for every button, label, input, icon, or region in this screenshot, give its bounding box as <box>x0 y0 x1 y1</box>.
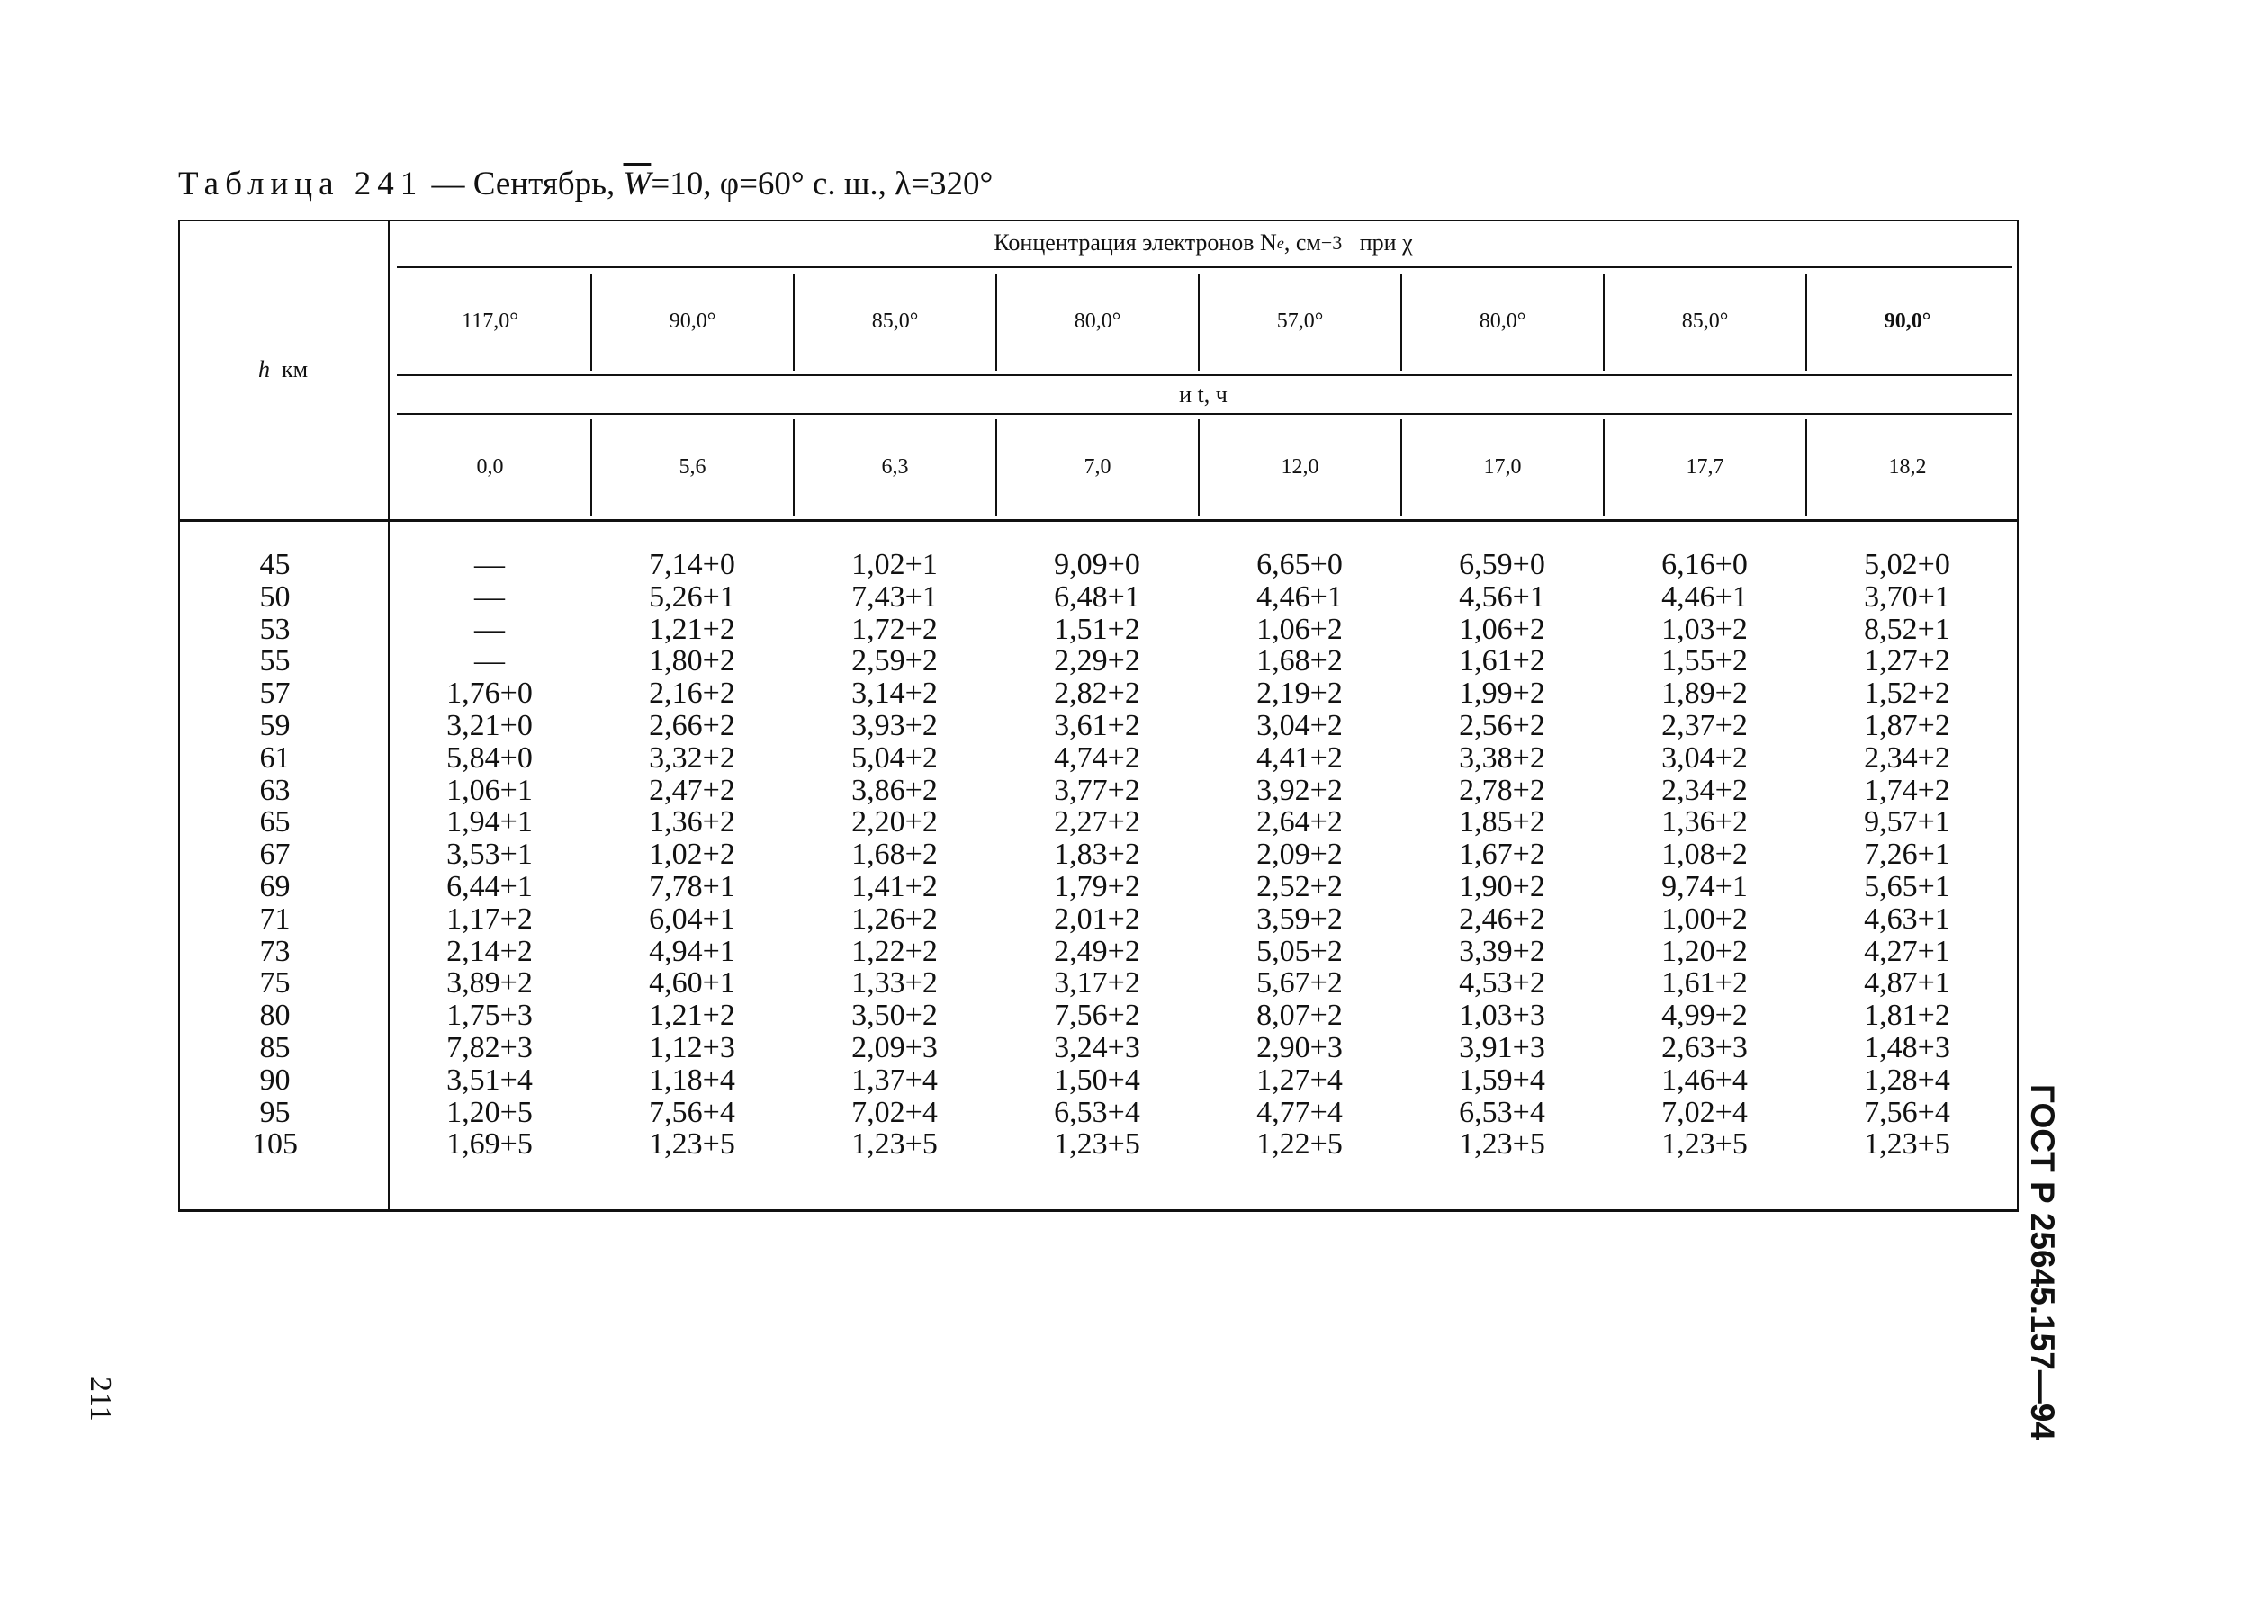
height-cell: 75 <box>259 966 291 1000</box>
concentration-cell: 1,68+2 <box>851 838 938 872</box>
height-cell: 63 <box>259 773 291 807</box>
table-caption <box>178 167 993 201</box>
concentration-cell: 1,94+1 <box>446 805 533 839</box>
concentration-cell: 2,46+2 <box>1459 902 1545 936</box>
concentration-cell: 2,56+2 <box>1459 708 1545 742</box>
height-cell: 57 <box>259 677 291 711</box>
concentration-cell: 5,67+2 <box>1256 966 1343 1000</box>
height-cell: 105 <box>252 1127 298 1162</box>
concentration-cell: 1,23+5 <box>1054 1127 1140 1162</box>
concentration-cell: — <box>474 579 505 614</box>
table-bottom-rule <box>178 1209 2019 1212</box>
concentration-cell: 6,04+1 <box>649 902 735 936</box>
concentration-subscript: e <box>1276 233 1284 252</box>
concentration-cell: 1,21+2 <box>649 999 735 1033</box>
concentration-cell: 7,02+4 <box>1661 1095 1748 1129</box>
concentration-cell: 2,52+2 <box>1256 869 1343 903</box>
height-cell: 85 <box>259 1030 291 1064</box>
concentration-cell: 1,06+2 <box>1256 612 1343 646</box>
concentration-cell: 1,76+0 <box>446 677 533 711</box>
concentration-cell: 3,24+3 <box>1054 1030 1140 1064</box>
time-header <box>390 376 2017 413</box>
concentration-cell: 5,04+2 <box>851 740 938 775</box>
height-values-column <box>178 549 372 1161</box>
height-cell: 90 <box>259 1063 291 1097</box>
concentration-cell: 1,20+2 <box>1661 934 1748 968</box>
caption-sep: — <box>423 166 473 202</box>
concentration-cell: 1,80+2 <box>649 644 735 678</box>
height-cell: 55 <box>259 644 291 678</box>
concentration-cell: 1,23+5 <box>1661 1127 1748 1162</box>
concentration-cell: 2,16+2 <box>649 677 735 711</box>
height-column-header <box>178 220 388 519</box>
concentration-column <box>388 549 591 1161</box>
chi-value: 85,0° <box>1681 309 1729 333</box>
concentration-cell: 4,87+1 <box>1864 966 1950 1000</box>
concentration-cell: 1,83+2 <box>1054 838 1140 872</box>
concentration-cell: 7,02+4 <box>851 1095 938 1129</box>
concentration-cell: 2,19+2 <box>1256 677 1343 711</box>
t-value: 17,0 <box>1483 454 1522 479</box>
concentration-cell: — <box>474 548 505 581</box>
concentration-cell: 5,84+0 <box>446 740 533 775</box>
concentration-cell: 1,50+4 <box>1054 1063 1140 1097</box>
concentration-cell: 9,57+1 <box>1864 805 1950 839</box>
concentration-cell: 4,99+2 <box>1661 999 1748 1033</box>
height-cell: 67 <box>259 838 291 872</box>
concentration-cell: — <box>474 644 505 678</box>
concentration-cell: 2,64+2 <box>1256 805 1343 839</box>
concentration-cell: 1,22+5 <box>1256 1127 1343 1162</box>
concentration-cell: 1,37+4 <box>851 1063 938 1097</box>
t-value: 17,7 <box>1686 454 1724 479</box>
concentration-cell: 1,18+4 <box>649 1063 735 1097</box>
table-right-rule <box>2017 220 2019 1211</box>
concentration-column <box>590 549 794 1161</box>
document-code: ГОСТ Р 25645.157—94 <box>2024 1084 2061 1440</box>
concentration-cell: 1,33+2 <box>851 966 938 1000</box>
concentration-cell: 1,03+2 <box>1661 612 1748 646</box>
concentration-cell: 1,74+2 <box>1864 773 1950 807</box>
concentration-cell: 3,70+1 <box>1864 579 1950 614</box>
concentration-cell: 4,27+1 <box>1864 934 1950 968</box>
concentration-cell: 2,27+2 <box>1054 805 1140 839</box>
concentration-cell: 1,89+2 <box>1661 677 1748 711</box>
concentration-cell: 2,01+2 <box>1054 902 1140 936</box>
t-value: 0,0 <box>476 454 504 479</box>
chi-value: 90,0° <box>669 309 716 333</box>
concentration-cell: 3,89+2 <box>446 966 533 1000</box>
concentration-cell: 6,53+4 <box>1054 1095 1140 1129</box>
concentration-cell: 1,81+2 <box>1864 999 1950 1033</box>
concentration-cell: 1,51+2 <box>1054 612 1140 646</box>
concentration-cell: 9,74+1 <box>1661 869 1748 903</box>
caption-rest: =10, φ=60° с. ш., λ=320° <box>651 166 994 202</box>
concentration-cell: 6,65+0 <box>1256 548 1343 581</box>
height-cell: 53 <box>259 612 291 646</box>
concentration-cell: 3,04+2 <box>1661 740 1748 775</box>
concentration-cell: 5,65+1 <box>1864 869 1950 903</box>
concentration-cell: 6,53+4 <box>1459 1095 1545 1129</box>
page-number: 211 <box>84 1377 117 1422</box>
concentration-cell: 1,99+2 <box>1459 677 1545 711</box>
concentration-cell: 3,38+2 <box>1459 740 1545 775</box>
concentration-cell: 3,77+2 <box>1054 773 1140 807</box>
concentration-cell: 3,32+2 <box>649 740 735 775</box>
concentration-cell: 2,34+2 <box>1864 740 1950 775</box>
concentration-column <box>995 549 1199 1161</box>
caption-lead: Таблица 241 <box>178 166 424 202</box>
concentration-cell: 1,08+2 <box>1661 838 1748 872</box>
height-cell: 80 <box>259 999 291 1033</box>
concentration-cell: 2,47+2 <box>649 773 735 807</box>
concentration-at-chi: при χ <box>1359 229 1413 256</box>
concentration-column <box>793 549 996 1161</box>
concentration-cell: 3,21+0 <box>446 708 533 742</box>
concentration-cell: 1,27+4 <box>1256 1063 1343 1097</box>
concentration-column <box>1805 549 2009 1161</box>
concentration-cell: 2,09+2 <box>1256 838 1343 872</box>
concentration-cell: 3,17+2 <box>1054 966 1140 1000</box>
concentration-cell: 4,53+2 <box>1459 966 1545 1000</box>
concentration-cell: 1,68+2 <box>1256 644 1343 678</box>
concentration-title: Концентрация электронов N <box>994 229 1277 256</box>
concentration-cell: 1,55+2 <box>1661 644 1748 678</box>
concentration-cell: 1,72+2 <box>851 612 938 646</box>
concentration-cell: 3,50+2 <box>851 999 938 1033</box>
concentration-cell: 2,63+3 <box>1661 1030 1748 1064</box>
concentration-cell: 3,59+2 <box>1256 902 1343 936</box>
concentration-cell: 7,14+0 <box>649 548 735 581</box>
t-value: 18,2 <box>1888 454 1927 479</box>
concentration-cell: 3,14+2 <box>851 677 938 711</box>
concentration-unit: , см <box>1283 229 1321 256</box>
height-cell: 69 <box>259 869 291 903</box>
concentration-cell: 1,75+3 <box>446 999 533 1033</box>
height-cell: 50 <box>259 579 291 614</box>
concentration-cell: 2,20+2 <box>851 805 938 839</box>
concentration-cell: 6,59+0 <box>1459 548 1545 581</box>
concentration-cell: 1,48+3 <box>1864 1030 1950 1064</box>
concentration-cell: 2,37+2 <box>1661 708 1748 742</box>
height-cell: 71 <box>259 902 291 936</box>
height-cell: 59 <box>259 708 291 742</box>
concentration-cell: 1,87+2 <box>1864 708 1950 742</box>
concentration-cell: 3,39+2 <box>1459 934 1545 968</box>
t-value: 12,0 <box>1281 454 1319 479</box>
concentration-cell: 4,60+1 <box>649 966 735 1000</box>
concentration-cell: 4,41+2 <box>1256 740 1343 775</box>
concentration-cell: 7,26+1 <box>1864 838 1950 872</box>
concentration-column <box>1603 549 1806 1161</box>
concentration-cell: — <box>474 612 505 646</box>
concentration-cell: 1,41+2 <box>851 869 938 903</box>
concentration-cell: 3,91+3 <box>1459 1030 1545 1064</box>
height-symbol: h <box>257 355 270 382</box>
t-value: 6,3 <box>881 454 909 479</box>
concentration-cell: 1,79+2 <box>1054 869 1140 903</box>
concentration-cell: 1,23+5 <box>1864 1127 1950 1162</box>
concentration-column <box>1400 549 1604 1161</box>
rule-under-header <box>178 519 2019 522</box>
concentration-cell: 1,23+5 <box>851 1127 938 1162</box>
t-value: 5,6 <box>679 454 706 479</box>
concentration-header <box>390 220 2017 266</box>
concentration-cell: 5,02+0 <box>1864 548 1950 581</box>
concentration-cell: 1,85+2 <box>1459 805 1545 839</box>
concentration-cell: 3,53+1 <box>446 838 533 872</box>
concentration-cell: 2,34+2 <box>1661 773 1748 807</box>
concentration-cell: 4,77+4 <box>1256 1095 1343 1129</box>
t-value: 7,0 <box>1084 454 1112 479</box>
concentration-cell: 3,04+2 <box>1256 708 1343 742</box>
concentration-cell: 3,51+4 <box>446 1063 533 1097</box>
concentration-cell: 1,06+1 <box>446 773 533 807</box>
concentration-cell: 4,74+2 <box>1054 740 1140 775</box>
concentration-cell: 1,02+2 <box>649 838 735 872</box>
concentration-cell: 7,43+1 <box>851 579 938 614</box>
concentration-cell: 1,67+2 <box>1459 838 1545 872</box>
concentration-cell: 6,44+1 <box>446 869 533 903</box>
concentration-cell: 1,26+2 <box>851 902 938 936</box>
concentration-cell: 1,61+2 <box>1661 966 1748 1000</box>
concentration-cell: 7,82+3 <box>446 1030 533 1064</box>
concentration-cell: 8,52+1 <box>1864 612 1950 646</box>
chi-value: 80,0° <box>1074 309 1121 333</box>
concentration-cell: 6,48+1 <box>1054 579 1140 614</box>
chi-value: 57,0° <box>1276 309 1324 333</box>
concentration-cell: 7,78+1 <box>649 869 735 903</box>
height-cell: 45 <box>259 548 291 581</box>
concentration-cell: 1,22+2 <box>851 934 938 968</box>
concentration-cell: 2,14+2 <box>446 934 533 968</box>
concentration-cell: 1,23+5 <box>649 1127 735 1162</box>
concentration-cell: 1,00+2 <box>1661 902 1748 936</box>
concentration-cell: 1,20+5 <box>446 1095 533 1129</box>
concentration-cell: 2,82+2 <box>1054 677 1140 711</box>
chi-value: 117,0° <box>462 309 518 333</box>
height-cell: 73 <box>259 934 291 968</box>
concentration-cell: 7,56+4 <box>649 1095 735 1129</box>
concentration-cell: 1,06+2 <box>1459 612 1545 646</box>
concentration-cell: 2,66+2 <box>649 708 735 742</box>
height-unit: км <box>281 355 309 382</box>
concentration-cell: 1,03+3 <box>1459 999 1545 1033</box>
chi-value: 80,0° <box>1479 309 1526 333</box>
concentration-cell: 1,52+2 <box>1864 677 1950 711</box>
concentration-cell: 6,16+0 <box>1661 548 1748 581</box>
data-table <box>178 220 2019 1215</box>
concentration-cell: 7,56+2 <box>1054 999 1140 1033</box>
concentration-cell: 4,94+1 <box>649 934 735 968</box>
concentration-cell: 1,02+1 <box>851 548 938 581</box>
concentration-cell: 1,23+5 <box>1459 1127 1545 1162</box>
concentration-cell: 4,56+1 <box>1459 579 1545 614</box>
concentration-cell: 1,17+2 <box>446 902 533 936</box>
time-title: и t, ч <box>1179 381 1228 408</box>
concentration-cell: 1,21+2 <box>649 612 735 646</box>
concentration-cell: 1,28+4 <box>1864 1063 1950 1097</box>
concentration-cell: 3,86+2 <box>851 773 938 807</box>
concentration-cell: 3,61+2 <box>1054 708 1140 742</box>
concentration-cell: 5,05+2 <box>1256 934 1343 968</box>
height-cell: 65 <box>259 805 291 839</box>
concentration-cell: 2,78+2 <box>1459 773 1545 807</box>
concentration-cell: 3,92+2 <box>1256 773 1343 807</box>
concentration-cell: 1,59+4 <box>1459 1063 1545 1097</box>
concentration-cell: 9,09+0 <box>1054 548 1140 581</box>
concentration-cell: 4,63+1 <box>1864 902 1950 936</box>
concentration-cell: 1,12+3 <box>649 1030 735 1064</box>
concentration-cell: 1,90+2 <box>1459 869 1545 903</box>
height-cell: 61 <box>259 740 291 775</box>
concentration-cell: 1,69+5 <box>446 1127 533 1162</box>
chi-value: 85,0° <box>871 309 919 333</box>
concentration-cell: 2,49+2 <box>1054 934 1140 968</box>
concentration-cell: 1,46+4 <box>1661 1063 1748 1097</box>
height-cell: 95 <box>259 1095 291 1129</box>
concentration-column <box>1198 549 1401 1161</box>
concentration-cell: 2,90+3 <box>1256 1030 1343 1064</box>
concentration-cell: 1,36+2 <box>1661 805 1748 839</box>
concentration-cell: 8,07+2 <box>1256 999 1343 1033</box>
concentration-cell: 2,09+3 <box>851 1030 938 1064</box>
concentration-cell: 7,56+4 <box>1864 1095 1950 1129</box>
concentration-cell: 2,59+2 <box>851 644 938 678</box>
caption-month: Сентябрь, <box>472 166 624 202</box>
concentration-cell: 1,61+2 <box>1459 644 1545 678</box>
caption-w-symbol: $\overline{W}$ <box>623 166 652 202</box>
concentration-cell: 3,93+2 <box>851 708 938 742</box>
concentration-cell: 4,46+1 <box>1661 579 1748 614</box>
concentration-exponent: −3 <box>1320 231 1343 254</box>
concentration-cell: 4,46+1 <box>1256 579 1343 614</box>
concentration-cell: 2,29+2 <box>1054 644 1140 678</box>
concentration-cell: 5,26+1 <box>649 579 735 614</box>
concentration-cell: 1,27+2 <box>1864 644 1950 678</box>
concentration-cell: 1,36+2 <box>649 805 735 839</box>
chi-value: 90,0° <box>1884 309 1931 333</box>
